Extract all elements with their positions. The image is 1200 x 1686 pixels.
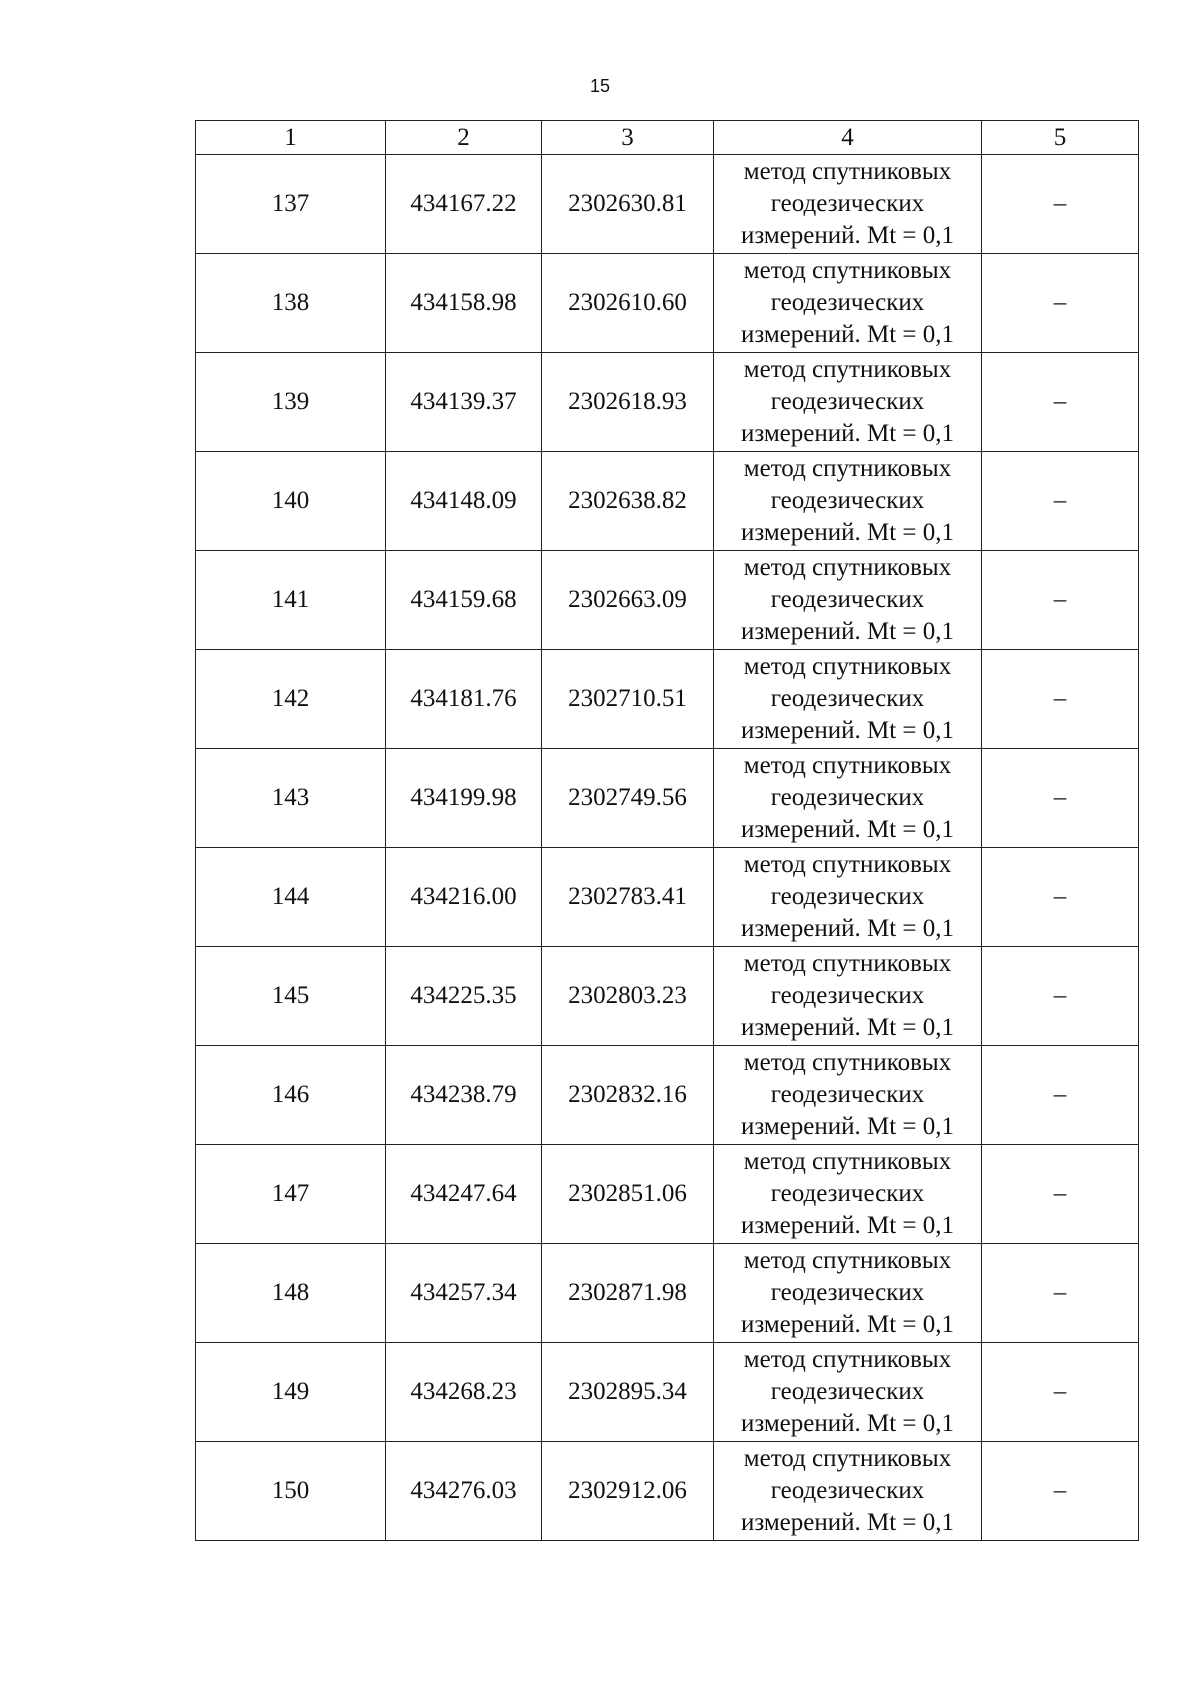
method-line: геодезических (770, 1477, 925, 1504)
page-number: 15 (589, 76, 611, 96)
y-coordinate-cell: 2302803.23 (542, 947, 714, 1046)
x-coordinate-cell: 434276.03 (386, 1442, 542, 1541)
y-coordinate-cell: 2302851.06 (542, 1145, 714, 1244)
point-number-cell: 143 (196, 749, 386, 848)
table-row (196, 1244, 1139, 1343)
method-cell (714, 650, 982, 749)
table-row (196, 848, 1139, 947)
method-line: геодезических (770, 1279, 925, 1306)
method-line: измерений. Mt = 0,1 (740, 1212, 955, 1239)
header-row (196, 121, 1139, 155)
point-number-cell: 138 (196, 254, 386, 353)
method-line: метод спутниковых (743, 257, 952, 284)
method-line: геодезических (770, 586, 925, 613)
x-coordinate-cell: 434181.76 (386, 650, 542, 749)
point-number-cell: 149 (196, 1343, 386, 1442)
method-line: измерений. Mt = 0,1 (740, 1014, 955, 1041)
table-row (196, 1145, 1139, 1244)
method-cell (714, 848, 982, 947)
note-cell: – (982, 650, 1139, 749)
table-row (196, 1046, 1139, 1145)
method-line: метод спутниковых (743, 752, 952, 779)
method-cell (714, 1442, 982, 1541)
y-coordinate-cell: 2302912.06 (542, 1442, 714, 1541)
y-coordinate-cell: 2302871.98 (542, 1244, 714, 1343)
point-number-cell: 150 (196, 1442, 386, 1541)
method-line: метод спутниковых (743, 851, 952, 878)
x-coordinate-cell: 434238.79 (386, 1046, 542, 1145)
column-header: 5 (982, 121, 1139, 155)
table-row (196, 947, 1139, 1046)
method-line: геодезических (770, 1180, 925, 1207)
method-line: измерений. Mt = 0,1 (740, 222, 955, 249)
method-line: метод спутниковых (743, 356, 952, 383)
note-cell: – (982, 452, 1139, 551)
note-cell: – (982, 1145, 1139, 1244)
x-coordinate-cell: 434148.09 (386, 452, 542, 551)
method-line: метод спутниковых (743, 455, 952, 482)
x-coordinate-cell: 434247.64 (386, 1145, 542, 1244)
y-coordinate-cell: 2302710.51 (542, 650, 714, 749)
point-number-cell: 146 (196, 1046, 386, 1145)
table-row (196, 1343, 1139, 1442)
method-line: измерений. Mt = 0,1 (740, 519, 955, 546)
x-coordinate-cell: 434159.68 (386, 551, 542, 650)
method-cell (714, 749, 982, 848)
table-body (196, 155, 1139, 1541)
method-line: измерений. Mt = 0,1 (740, 1410, 955, 1437)
x-coordinate-cell: 434199.98 (386, 749, 542, 848)
y-coordinate-cell: 2302749.56 (542, 749, 714, 848)
x-coordinate-cell: 434139.37 (386, 353, 542, 452)
method-line: измерений. Mt = 0,1 (740, 420, 955, 447)
point-number-cell: 148 (196, 1244, 386, 1343)
x-coordinate-cell: 434216.00 (386, 848, 542, 947)
note-cell: – (982, 848, 1139, 947)
table-row (196, 749, 1139, 848)
method-line: измерений. Mt = 0,1 (740, 816, 955, 843)
y-coordinate-cell: 2302895.34 (542, 1343, 714, 1442)
coordinates-table (195, 120, 1139, 1541)
point-number-cell: 139 (196, 353, 386, 452)
method-line: геодезических (770, 487, 925, 514)
column-header: 2 (386, 121, 542, 155)
method-line: измерений. Mt = 0,1 (740, 1509, 955, 1536)
method-cell (714, 353, 982, 452)
method-line: метод спутниковых (743, 1445, 952, 1472)
note-cell: – (982, 551, 1139, 650)
method-line: метод спутниковых (743, 1247, 952, 1274)
method-line: метод спутниковых (743, 158, 952, 185)
method-cell (714, 155, 982, 254)
point-number-cell: 141 (196, 551, 386, 650)
method-line: метод спутниковых (743, 950, 952, 977)
y-coordinate-cell: 2302783.41 (542, 848, 714, 947)
note-cell: – (982, 1442, 1139, 1541)
point-number-cell: 145 (196, 947, 386, 1046)
table-row (196, 155, 1139, 254)
method-cell (714, 254, 982, 353)
table-row (196, 551, 1139, 650)
method-cell (714, 551, 982, 650)
note-cell: – (982, 1343, 1139, 1442)
method-line: геодезических (770, 982, 925, 1009)
x-coordinate-cell: 434167.22 (386, 155, 542, 254)
method-cell (714, 1046, 982, 1145)
table-row (196, 254, 1139, 353)
method-line: метод спутниковых (743, 1346, 952, 1373)
note-cell: – (982, 155, 1139, 254)
table-row (196, 1442, 1139, 1541)
note-cell: – (982, 353, 1139, 452)
method-line: геодезических (770, 190, 925, 217)
point-number-cell: 140 (196, 452, 386, 551)
y-coordinate-cell: 2302618.93 (542, 353, 714, 452)
note-cell: – (982, 1244, 1139, 1343)
x-coordinate-cell: 434158.98 (386, 254, 542, 353)
column-header: 1 (196, 121, 386, 155)
method-line: метод спутниковых (743, 554, 952, 581)
point-number-cell: 137 (196, 155, 386, 254)
method-line: измерений. Mt = 0,1 (740, 321, 955, 348)
method-cell (714, 1244, 982, 1343)
method-line: измерений. Mt = 0,1 (740, 1113, 955, 1140)
y-coordinate-cell: 2302630.81 (542, 155, 714, 254)
y-coordinate-cell: 2302638.82 (542, 452, 714, 551)
method-line: геодезических (770, 685, 925, 712)
note-cell: – (982, 749, 1139, 848)
method-line: измерений. Mt = 0,1 (740, 618, 955, 645)
method-line: геодезических (770, 784, 925, 811)
point-number-cell: 142 (196, 650, 386, 749)
method-cell (714, 1343, 982, 1442)
method-line: геодезических (770, 1378, 925, 1405)
y-coordinate-cell: 2302832.16 (542, 1046, 714, 1145)
x-coordinate-cell: 434257.34 (386, 1244, 542, 1343)
x-coordinate-cell: 434268.23 (386, 1343, 542, 1442)
method-line: геодезических (770, 883, 925, 910)
table-row (196, 452, 1139, 551)
method-line: измерений. Mt = 0,1 (740, 1311, 955, 1338)
x-coordinate-cell: 434225.35 (386, 947, 542, 1046)
method-line: измерений. Mt = 0,1 (740, 717, 955, 744)
y-coordinate-cell: 2302663.09 (542, 551, 714, 650)
point-number-cell: 147 (196, 1145, 386, 1244)
note-cell: – (982, 254, 1139, 353)
method-cell (714, 1145, 982, 1244)
method-line: метод спутниковых (743, 1148, 952, 1175)
table-row (196, 650, 1139, 749)
method-line: метод спутниковых (743, 653, 952, 680)
column-header: 3 (542, 121, 714, 155)
note-cell: – (982, 1046, 1139, 1145)
method-line: измерений. Mt = 0,1 (740, 915, 955, 942)
table-header (196, 121, 1139, 155)
method-cell (714, 452, 982, 551)
point-number-cell: 144 (196, 848, 386, 947)
note-cell: – (982, 947, 1139, 1046)
column-header: 4 (714, 121, 982, 155)
table-row (196, 353, 1139, 452)
method-line: геодезических (770, 388, 925, 415)
method-line: геодезических (770, 289, 925, 316)
y-coordinate-cell: 2302610.60 (542, 254, 714, 353)
method-line: геодезических (770, 1081, 925, 1108)
method-line: метод спутниковых (743, 1049, 952, 1076)
method-cell (714, 947, 982, 1046)
